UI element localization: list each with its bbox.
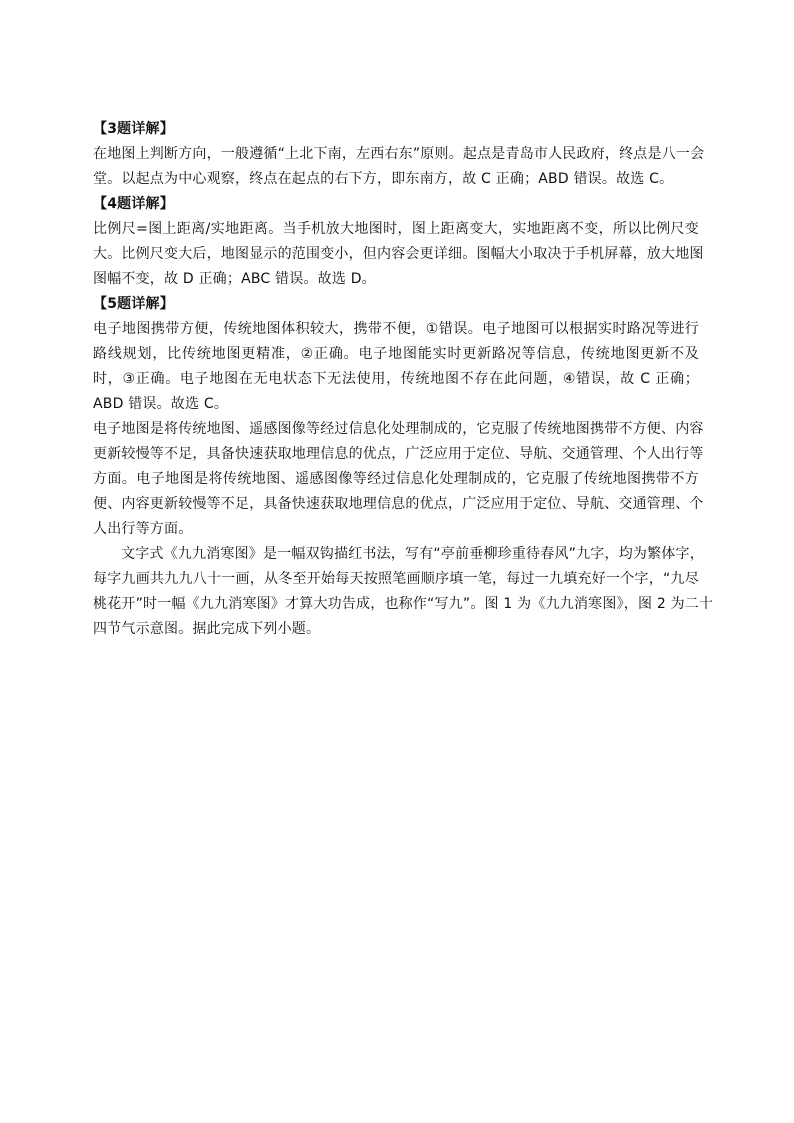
paragraph-b-line-2: 每字九画共九九八十一画，从冬至开始每天按照笔画顺序填一笔，每过一九填充好一个字，“九尽 — [93, 571, 699, 587]
section-4-heading: 【4题详解】 — [93, 196, 174, 212]
section-5-heading: 【5题详解】 — [93, 296, 174, 312]
paragraph-b-line-4: 四节气示意图。据此完成下列小题。 — [93, 621, 321, 637]
section-5-line-3: 时，③正确。电子地图在无电状态下无法使用，传统地图不存在此问题，④错误，故 C 正确； — [93, 371, 699, 387]
section-3-line-1: 在地图上判断方向，一般遵循“上北下南，左西右东”原则。起点是青岛市人民政府，终点是八一会 — [93, 146, 705, 162]
paragraph-a-line-5: 人出行等方面。 — [93, 521, 193, 537]
section-5-line-2: 路线规划，比传统地图更精准，②正确。电子地图能实时更新路况等信息，传统地图更新不及 — [93, 346, 699, 362]
section-3-heading: 【3题详解】 — [93, 121, 174, 137]
paragraph-b-line-1: 文字式《九九消寒图》是一幅双钩描红书法，写有“亭前垂柳珍重待春风”九字，均为繁体字， — [121, 546, 704, 562]
paragraph-b-line-3: 桃花开”时一幅《九九消寒图》才算大功告成，也称作“写九”。图 1 为《九九消寒图》，图 2 为二十 — [93, 596, 714, 612]
section-3-line-2: 堂。以起点为中心观察，终点在起点的右下方，即东南方，故 C 正确；ABD 错误。故选 C。 — [93, 171, 674, 187]
paragraph-a-line-1: 电子地图是将传统地图、遥感图像等经过信息化处理制成的，它克服了传统地图携带不方便、内容 — [93, 421, 704, 437]
section-5-line-1: 电子地图携带方便，传统地图体积较大，携带不便，①错误。电子地图可以根据实时路况等进行 — [93, 321, 699, 337]
section-4-line-2: 大。比例尺变大后，地图显示的范围变小，但内容会更详细。图幅大小取决于手机屏幕，放大地图 — [93, 246, 704, 262]
section-4-line-1: 比例尺=图上距离/实地距离。当手机放大地图时，图上距离变大，实地距离不变，所以比例尺变 — [93, 221, 699, 237]
document-page — [93, 117, 714, 642]
paragraph-a-line-2: 更新较慢等不足，具备快速获取地理信息的优点，广泛应用于定位、导航、交通管理、个人出行等 — [93, 446, 704, 462]
paragraph-a-line-4: 便、内容更新较慢等不足，具备快速获取地理信息的优点，广泛应用于定位、导航、交通管理、个 — [93, 496, 704, 512]
section-4-line-3: 图幅不变，故 D 正确；ABC 错误。故选 D。 — [93, 271, 376, 287]
paragraph-a-line-3: 方面。电子地图是将传统地图、遥感图像等经过信息化处理制成的，它克服了传统地图携带不方 — [93, 471, 699, 487]
section-5-line-4: ABD 错误。故选 C。 — [93, 396, 229, 412]
